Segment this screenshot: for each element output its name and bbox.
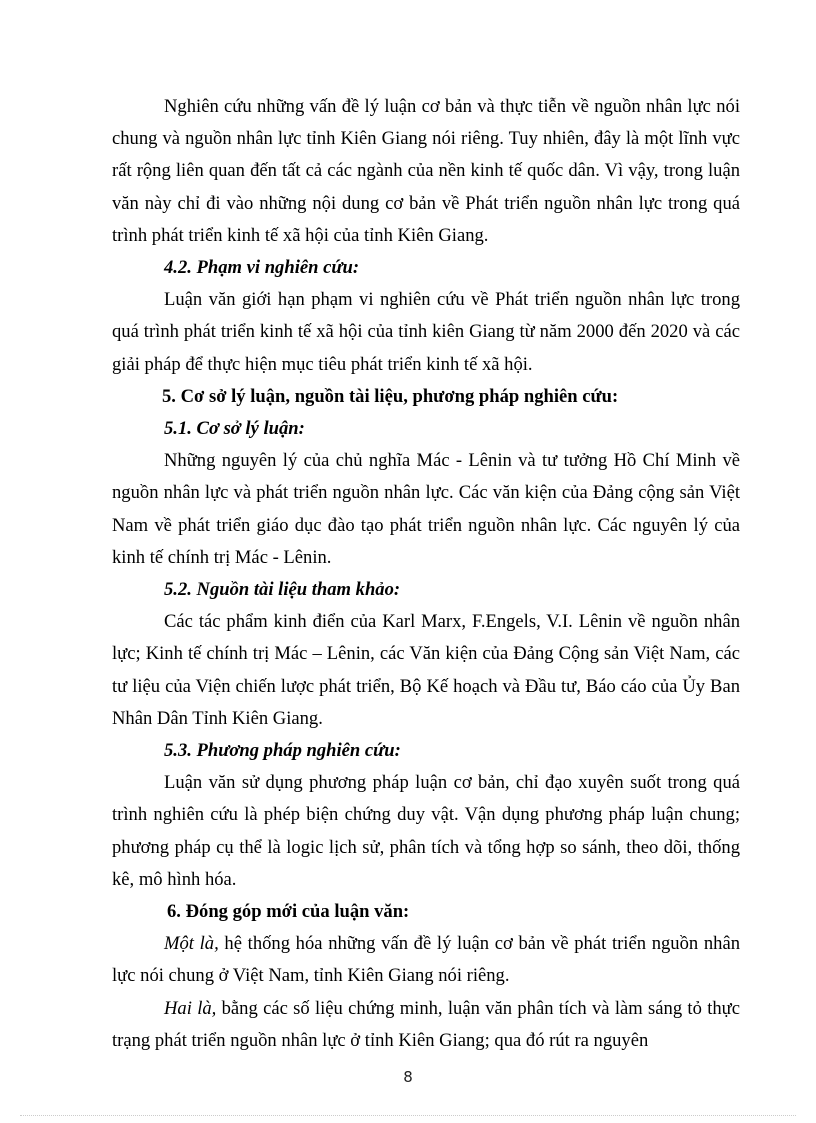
heading-4-2-scope: 4.2. Phạm vi nghiên cứu:: [164, 257, 360, 279]
contribution-one-text: hệ thống hóa những vấn đề lý luận cơ bản về phát triển nguồn nhân lực nói chung ở Việt Nam, tỉnh Kiên Giang nói riêng.: [112, 933, 740, 987]
contribution-two-label: Hai là,: [164, 997, 217, 1019]
page-body: [112, 91, 740, 1057]
methods-paragraph: Luận văn sử dụng phương pháp luận cơ bản, chỉ đạo xuyên suốt trong quá trình nghiên cứu là phép biện chứng duy vật. Vận dụng phương pháp luận chung; phương pháp cụ thể là logic lịch sử, phân tích và tổng hợp so sánh, theo dõi, thống kê, mô hình hóa.: [112, 772, 740, 890]
contribution-one-label: Một là,: [164, 933, 219, 955]
contribution-two-paragraph: [112, 993, 740, 1057]
references-paragraph: Các tác phẩm kinh điển của Karl Marx, F.Engels, V.I. Lênin về nguồn nhân lực; Kinh tế chính trị Mác – Lênin, các Văn kiện của Đảng Cộng sản Việt Nam, các tư liệu của Viện chiến lược phát triển, Bộ Kế hoạch và Đầu tư, Báo cáo của Ủy Ban Nhân Dân Tỉnh Kiên Giang.: [112, 611, 740, 729]
heading-6-contributions: 6. Đóng góp mới của luận văn:: [167, 901, 410, 923]
contribution-one-paragraph: [112, 928, 740, 992]
heading-5-1-theory-basis: 5.1. Cơ sở lý luận:: [164, 418, 305, 440]
heading-5-2-references: 5.2. Nguồn tài liệu tham khảo:: [164, 579, 401, 601]
page-bottom-divider: [20, 1115, 796, 1116]
contribution-two-text: bằng các số liệu chứng minh, luận văn phân tích và làm sáng tỏ thực trạng phát triển nguồn nhân lực ở tỉnh Kiên Giang; qua đó rút ra nguyên: [112, 997, 740, 1051]
page-number: 8: [403, 1068, 413, 1086]
scope-range-paragraph: Luận văn giới hạn phạm vi nghiên cứu về Phát triển nguồn nhân lực trong quá trình phát triển kinh tế xã hội của tỉnh kiên Giang từ năm 2000 đến 2020 và các giải pháp để thực hiện mục tiêu phát triển kinh tế xã hội.: [112, 289, 740, 375]
scope-intro-paragraph: Nghiên cứu những vấn đề lý luận cơ bản và thực tiễn về nguồn nhân lực nói chung và nguồn nhân lực tỉnh Kiên Giang nói riêng. Tuy nhiên, đây là một lĩnh vực rất rộng liên quan đến tất cả các ngành của nền kinh tế quốc dân. Vì vậy, trong luận văn này chỉ đi vào những nội dung cơ bản về Phát triển nguồn nhân lực trong quá trình phát triển kinh tế xã hội của tỉnh Kiên Giang.: [112, 96, 740, 246]
heading-5-basis-sources-methods: 5. Cơ sở lý luận, nguồn tài liệu, phương pháp nghiên cứu:: [162, 385, 619, 407]
theory-basis-paragraph: Những nguyên lý của chủ nghĩa Mác - Lênin và tư tưởng Hồ Chí Minh về nguồn nhân lực và phát triển nguồn nhân lực. Các văn kiện của Đảng cộng sản Việt Nam về phát triển giáo dục đào tạo phát triển nguồn nhân lực. Các nguyên lý của kinh tế chính trị Mác - Lênin.: [112, 450, 740, 568]
heading-5-3-methods: 5.3. Phương pháp nghiên cứu:: [164, 740, 401, 762]
